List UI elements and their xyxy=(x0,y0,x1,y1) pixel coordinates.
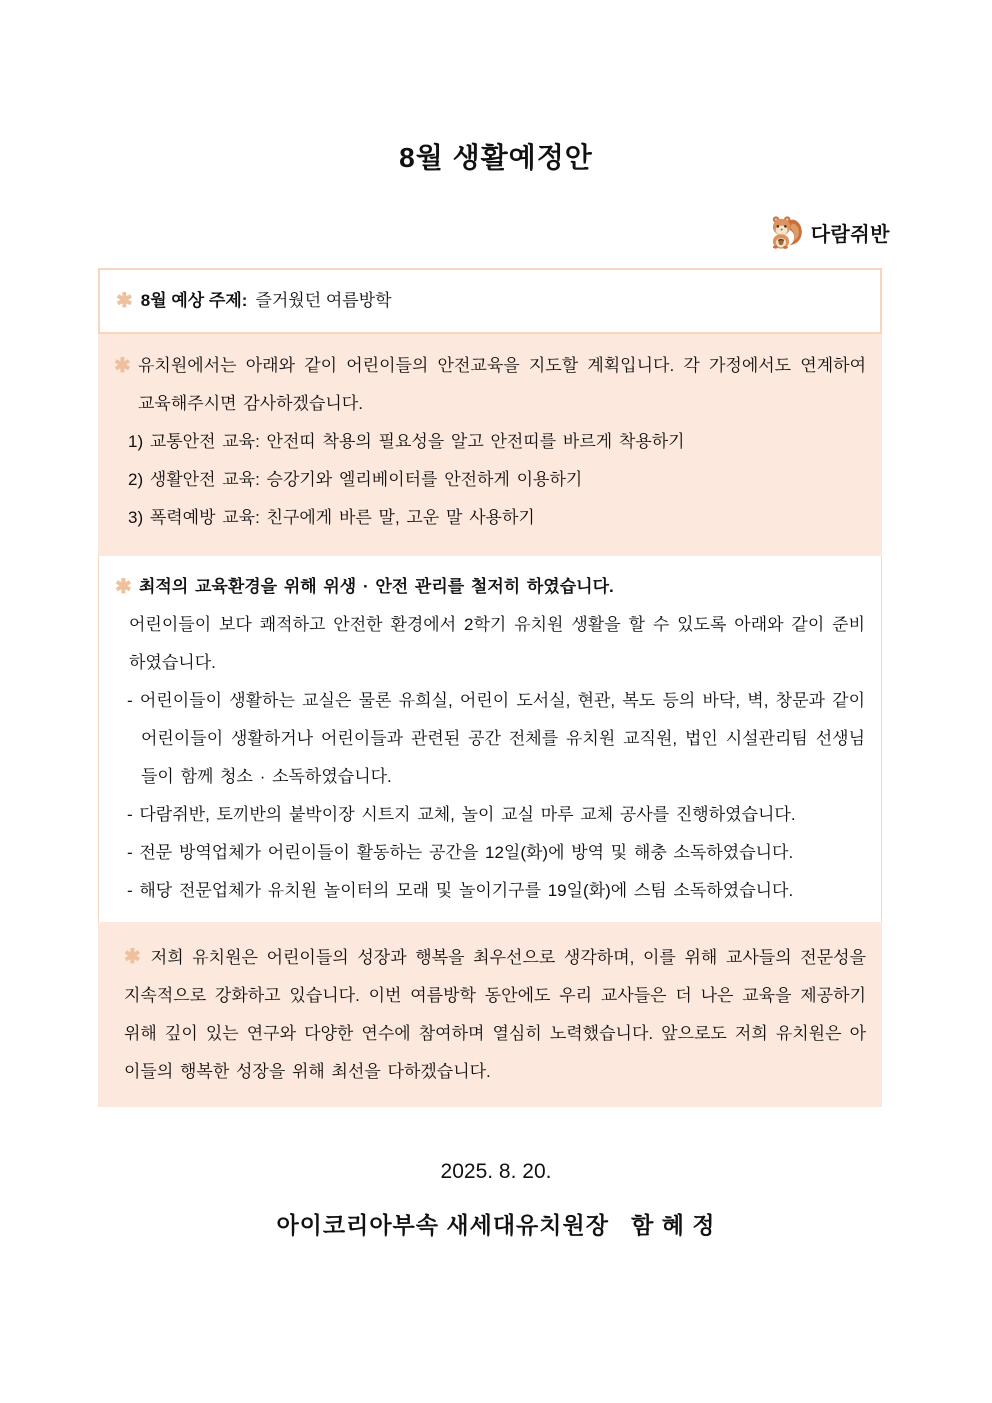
hygiene-heading: 최적의 교육환경을 위해 위생 · 안전 관리를 철저히 하였습니다. xyxy=(139,577,614,596)
section-topic xyxy=(98,268,882,334)
topic-label: 8월 예상 주제: xyxy=(140,291,248,310)
notice-date: 2025. 8. 20. xyxy=(440,1160,552,1183)
list-item: 2) 생활안전 교육: 승강기와 엘리베이터를 안전하게 이용하기 xyxy=(128,470,583,489)
flower-asterisk-icon: ✱ xyxy=(115,576,132,598)
page-title: 8월 생활예정안 xyxy=(399,142,593,173)
section-teachers xyxy=(98,922,882,1107)
section-hygiene xyxy=(98,556,882,922)
list-item: - 전문 방역업체가 어린이들이 활동하는 공간을 12일(화)에 방역 및 해충 소독하였습니다. xyxy=(127,843,794,862)
safety-intro: 유치원에서는 아래와 같이 어린이들의 안전교육을 지도할 계획입니다. 각 가정에서도 연계하여 교육해주시면 감사하겠습니다. xyxy=(138,356,866,413)
list-item: - 해당 전문업체가 유치원 놀이터의 모래 및 놀이기구를 19일(화)에 스팀 소독하였습니다. xyxy=(127,881,794,900)
list-item: 3) 폭력예방 교육: 친구에게 바른 말, 고운 말 사용하기 xyxy=(128,508,535,527)
section-safety-education xyxy=(98,334,882,556)
list-item: - 어린이들이 생활하는 교실은 물론 유희실, 어린이 도서실, 현관, 복도 등의 바닥, 벽, 창문과 같이 어린이들이 생활하거나 어린이들과 관련된 공간 전체를 유치원 교직원, 법인 시설관리팀 선생님들이 함께 청소 · 소독하였습니다. xyxy=(127,691,865,786)
class-badge-label: 다람쥐반 xyxy=(810,223,890,246)
hygiene-intro: 어린이들이 보다 쾌적하고 안전한 환경에서 2학기 유치원 생활을 할 수 있도록 아래와 같이 준비하였습니다. xyxy=(129,615,865,672)
flower-asterisk-icon: ✱ xyxy=(124,946,141,968)
teachers-text: 저희 유치원은 어린이들의 성장과 행복을 최우선으로 생각하며, 이를 위해 교사들의 전문성을 지속적으로 강화하고 있습니다. 이번 여름방학 동안에도 우리 교사들은 더 나은 교육을 제공하기 위해 깊이 있는 연구와 다양한 연수에 참여하며 열심히 노력했습니다. 앞으로도 저희 유치원은 아이들의 행복한 성장을 위해 최선을 다하겠습니다. xyxy=(124,948,866,1081)
topic-value: 즐거웠던 여름방학 xyxy=(255,291,392,310)
list-item: 1) 교통안전 교육: 안전띠 착용의 필요성을 알고 안전띠를 바르게 착용하기 xyxy=(128,432,685,451)
signature-line: 아이코리아부속 새세대유치원장 함 혜 정 xyxy=(276,1212,716,1238)
flower-asterisk-icon: ✱ xyxy=(114,355,131,377)
class-badge xyxy=(0,210,992,254)
squirrel-icon xyxy=(766,212,806,252)
flower-asterisk-icon: ✱ xyxy=(116,290,133,312)
notice-table xyxy=(98,268,882,1107)
list-item: - 다람쥐반, 토끼반의 붙박이장 시트지 교체, 놀이 교실 마루 교체 공사를 진행하였습니다. xyxy=(127,805,796,824)
